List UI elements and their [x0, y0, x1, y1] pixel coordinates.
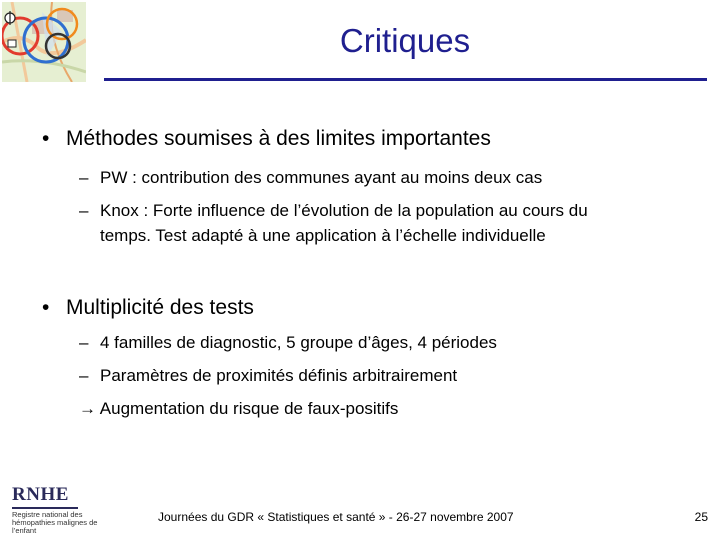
rnhe-logo	[8, 484, 132, 536]
sub-bullet	[79, 330, 497, 355]
slide-title: Critiques	[339, 22, 471, 59]
conclusion-arrow-line: → Augmentation du risque de faux-positifs	[79, 399, 399, 418]
sub-bullet-text: 4 familles de diagnostic, 5 groupe d’âges, 4 périodes	[100, 333, 497, 352]
bullet-item	[42, 296, 254, 320]
sub-bullet-text: Knox : Forte influence de l’évolution de la population au cours du	[100, 201, 588, 220]
dash-marker: –	[79, 366, 89, 385]
sub-bullet-text: Paramètres de proximités définis arbitrairement	[100, 366, 458, 385]
sub-bullet	[79, 165, 542, 190]
dash-marker: –	[79, 201, 89, 220]
bullet-text: Méthodes soumises à des limites importantes	[66, 127, 491, 150]
sub-bullet	[79, 198, 588, 248]
sub-bullet-text: PW : contribution des communes ayant au moins deux cas	[100, 168, 543, 187]
logo-tagline: Registre national des hémopathies malignes de l’enfant	[12, 510, 98, 535]
bullet-dot: •	[42, 296, 50, 319]
bullet-dot: •	[42, 127, 50, 150]
dash-marker: –	[79, 333, 89, 352]
dash-marker: –	[79, 168, 89, 187]
page-number: 25	[694, 510, 708, 524]
bullet-text: Multiplicité des tests	[66, 296, 254, 319]
title-underline	[104, 78, 707, 81]
sub-bullet-continuation: temps. Test adapté à une application à l’échelle individuelle	[100, 226, 546, 245]
logo-name: RNHE	[12, 484, 69, 505]
footer-text: Journées du GDR « Statistiques et santé » - 26-27 novembre 2007	[158, 510, 514, 524]
bullet-item	[42, 127, 491, 151]
sub-bullet	[79, 363, 457, 388]
map-illustration	[2, 2, 86, 82]
logo-rule	[12, 507, 78, 509]
